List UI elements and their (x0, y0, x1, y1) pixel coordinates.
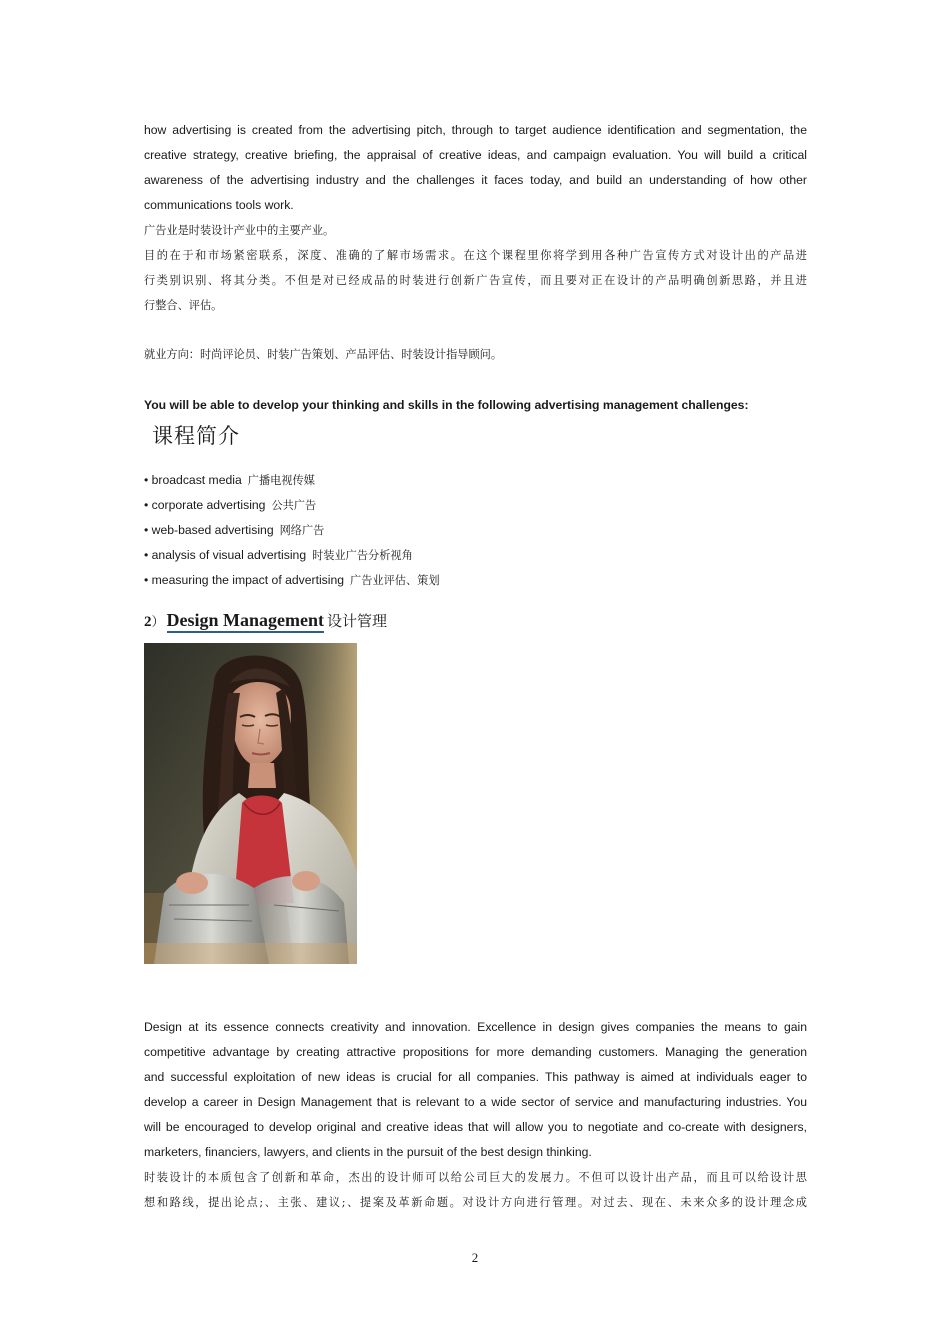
design-paragraph-en (144, 1015, 807, 1165)
design-en-line-1: Design at its essence connects creativity and innovation. Excellence in design gives companies the means to gain (144, 1020, 807, 1034)
challenges-heading: You will be able to develop your thinking and skills in the following advertising management challenges: (144, 398, 749, 412)
intro-en-line-1: how advertising is created from the advertising pitch, through to target audience identification and segmentation, the (144, 123, 807, 137)
section-title-link[interactable]: Design Management (167, 610, 324, 633)
intro-cn-line-2: 行类别识别、将其分类。不但是对已经成品的时装进行创新广告宣传，而且要对正在设计的产品明确创新思路，并且进 (144, 274, 807, 287)
intro-paragraph-en (144, 118, 807, 218)
list-item (144, 567, 440, 592)
course-intro-title: 课程简介 (152, 424, 240, 448)
section-2-heading (144, 610, 387, 636)
design-en-line-5: will be encouraged to develop original and creative ideas that will allow you to negotiate and co-create with designers, (144, 1120, 807, 1134)
list-item-cn: 时装业广告分析视角 (312, 549, 413, 562)
photo-image (144, 643, 357, 964)
section-title-cn: 设计管理 (327, 612, 388, 630)
list-item-cn: 网络广告 (279, 524, 325, 537)
list-item (144, 542, 440, 567)
design-cn-line-1: 时装设计的本质包含了创新和革命，杰出的设计师可以给公司巨大的发展力。不但可以设计出产品，而且可以给设计思 (144, 1171, 807, 1184)
intro-cn-line-3: 行整合、评估。 (144, 299, 223, 312)
list-item-en: • corporate advertising (144, 498, 266, 512)
challenges-list (144, 467, 440, 592)
design-paragraph-cn (144, 1165, 807, 1215)
list-item (144, 517, 440, 542)
list-item-en: • analysis of visual advertising (144, 548, 307, 562)
intro-en-line-2: creative strategy, creative briefing, the appraisal of creative ideas, and campaign evaluation. You will build a critical (144, 148, 807, 162)
design-en-line-4: develop a career in Design Management that is relevant to a wide sector of service and manufacturing industries. You (144, 1095, 807, 1109)
design-en-line-6: marketers, financiers, lawyers, and clients in the pursuit of the best design thinking. (144, 1145, 592, 1159)
intro-paragraph-cn-1: 广告业是时装设计产业中的主要产业。 (144, 224, 335, 237)
intro-en-line-3: awareness of the advertising industry and the challenges it faces today, and build an understanding of how other (144, 173, 807, 187)
intro-paragraph-cn-2 (144, 243, 807, 318)
design-cn-line-2: 想和路线，提出论点;、主张、建议;、提案及革新命题。对设计方向进行管理。对过去、现在、未来众多的设计理念成 (144, 1196, 807, 1209)
woman-reading-magazine-photo (144, 643, 357, 964)
section-paren: ） (151, 615, 165, 630)
intro-en-line-4: communications tools work. (144, 198, 294, 212)
list-item-cn: 广告业评估、策划 (350, 574, 440, 587)
section-number: 2 (144, 614, 152, 630)
list-item-cn: 广播电视传媒 (247, 474, 315, 487)
intro-cn-line-1: 目的在于和市场紧密联系，深度、准确的了解市场需求。在这个课程里你将学到用各种广告宣传方式对设计出的产品进 (144, 249, 807, 262)
page-number: 2 (471, 1250, 479, 1265)
list-item (144, 467, 440, 492)
career-direction: 就业方向：时尚评论员、时装广告策划、产品评估、时装设计指导顾问。 (144, 348, 503, 361)
list-item-cn: 公共广告 (271, 499, 317, 512)
list-item-en: • measuring the impact of advertising (144, 573, 345, 587)
design-en-line-3: and successful exploitation of new ideas is crucial for all companies. This pathway is aimed at individuals eager to (144, 1070, 807, 1084)
list-item-en: • web-based advertising (144, 523, 274, 537)
list-item (144, 492, 440, 517)
design-en-line-2: competitive advantage by creating attractive propositions for more demanding customers. Managing the generation (144, 1045, 807, 1059)
list-item-en: • broadcast media (144, 473, 242, 487)
